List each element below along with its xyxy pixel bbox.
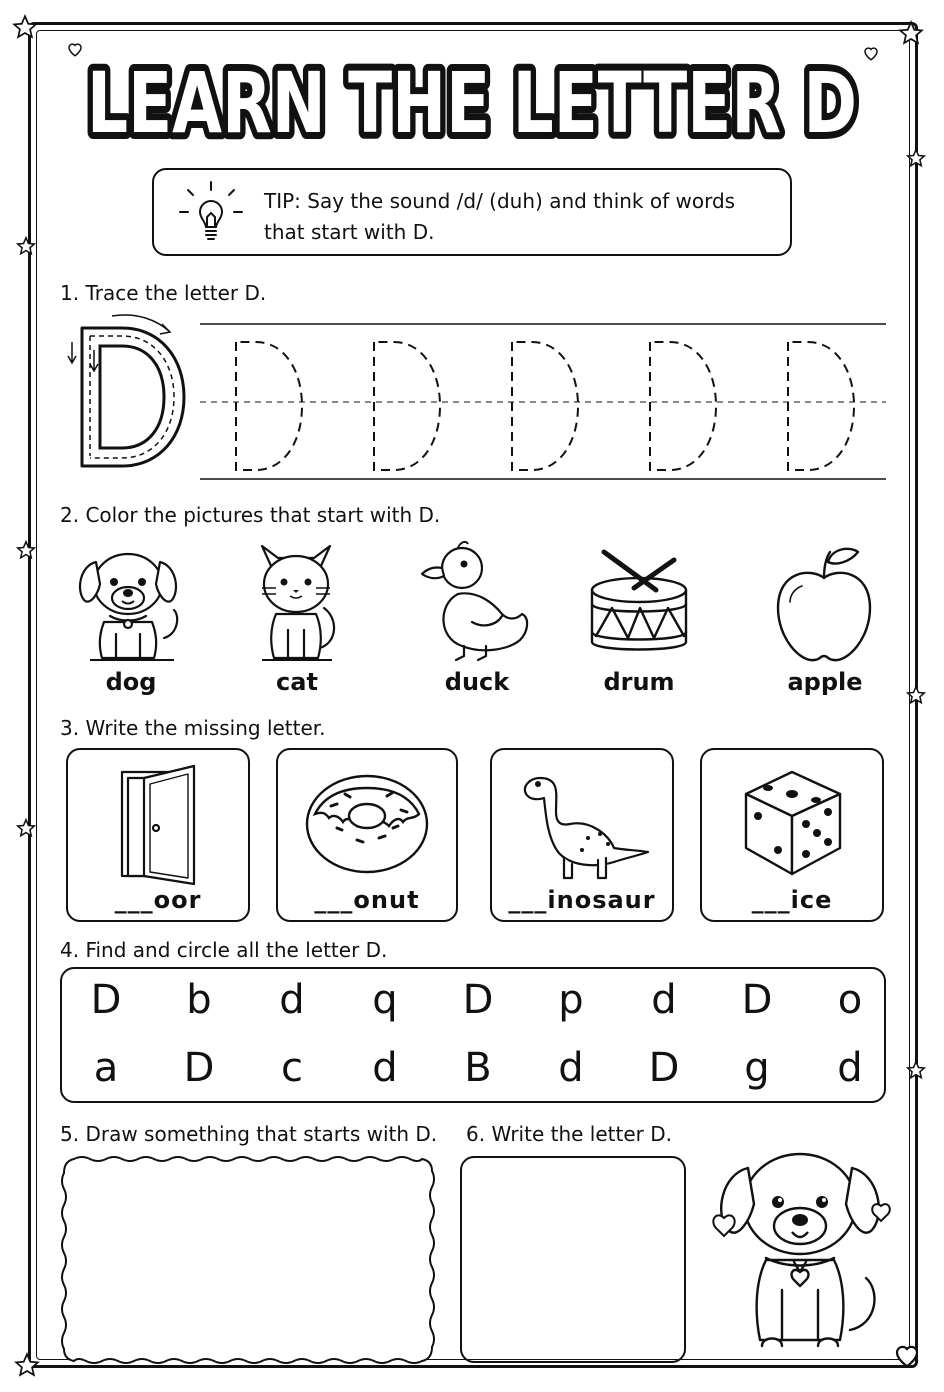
missing-letter-word: ___inosaur — [508, 886, 656, 914]
letter-grid — [60, 967, 886, 1103]
letter-cell[interactable]: b — [186, 977, 212, 1023]
drawing-area[interactable] — [60, 1155, 436, 1365]
drum-icon[interactable] — [574, 538, 704, 666]
donut-icon — [278, 758, 456, 886]
tip-box — [152, 168, 792, 256]
missing-letter-card[interactable] — [276, 748, 458, 922]
letter-cell[interactable]: D — [90, 977, 122, 1023]
letter-cell[interactable]: c — [281, 1045, 303, 1091]
writing-area[interactable] — [460, 1156, 686, 1363]
svg-text:LEARN THE LETTER D: LEARN THE LETTER D — [87, 54, 857, 152]
picture-label: cat — [276, 668, 318, 696]
duck-icon[interactable] — [412, 538, 542, 666]
letter-cell[interactable]: d — [651, 977, 677, 1023]
star-icon — [16, 540, 36, 560]
section-heading-draw: 5. Draw something that starts with D. — [60, 1122, 438, 1146]
section-heading-trace: 1. Trace the letter D. — [60, 281, 267, 305]
section-heading-write: 6. Write the letter D. — [466, 1122, 672, 1146]
tip-text: TIP: Say the sound /d/ (duh) and think of words that start with D. — [264, 189, 736, 244]
dog-icon[interactable] — [66, 538, 196, 666]
apple-icon[interactable] — [760, 538, 890, 666]
missing-letter-card[interactable] — [700, 748, 884, 922]
letter-cell[interactable]: D — [462, 977, 494, 1023]
letter-cell[interactable]: D — [183, 1045, 215, 1091]
star-icon — [16, 236, 36, 256]
door-icon — [68, 758, 248, 886]
letter-cell[interactable]: D — [741, 977, 773, 1023]
letter-cell[interactable]: o — [837, 977, 863, 1023]
star-icon — [16, 818, 36, 838]
missing-letter-card[interactable] — [66, 748, 250, 922]
traceable-letter-d[interactable] — [232, 338, 308, 478]
traceable-letter-d[interactable] — [508, 338, 584, 478]
section-heading-missing: 3. Write the missing letter. — [60, 716, 326, 740]
star-icon — [14, 1352, 40, 1378]
dinosaur-icon — [492, 758, 672, 886]
page-title — [0, 48, 944, 158]
letter-cell[interactable]: d — [372, 1045, 398, 1091]
star-icon — [12, 14, 38, 40]
star-icon — [906, 685, 926, 705]
section-heading-find: 4. Find and circle all the letter D. — [60, 938, 388, 962]
letter-cell[interactable]: d — [837, 1045, 863, 1091]
star-icon — [906, 1060, 926, 1080]
letter-cell[interactable]: D — [648, 1045, 680, 1091]
cat-icon[interactable] — [232, 538, 362, 666]
letter-cell[interactable]: a — [93, 1045, 119, 1091]
letter-cell[interactable]: d — [279, 977, 305, 1023]
letter-cell[interactable]: q — [372, 977, 398, 1023]
picture-label: drum — [603, 668, 675, 696]
star-icon — [898, 20, 924, 46]
section-heading-color: 2. Color the pictures that start with D. — [60, 503, 441, 527]
lightbulb-icon — [176, 180, 246, 250]
letter-d-model — [62, 310, 192, 485]
letter-cell[interactable]: g — [744, 1045, 770, 1091]
missing-letter-card[interactable] — [490, 748, 674, 922]
picture-label: apple — [787, 668, 863, 696]
svg-text:LEARN THE LETTER D: LEARN THE LETTER D — [87, 54, 857, 152]
puppy-icon — [700, 1140, 900, 1360]
missing-letter-word: ___onut — [314, 886, 420, 914]
letter-cell[interactable]: d — [558, 1045, 584, 1091]
traceable-letter-d[interactable] — [370, 338, 446, 478]
traceable-letter-d[interactable] — [646, 338, 722, 478]
picture-label: dog — [105, 668, 157, 696]
missing-letter-word: ___oor — [114, 886, 202, 914]
traceable-letter-d[interactable] — [784, 338, 860, 478]
dice-icon — [702, 758, 882, 886]
letter-cell[interactable]: B — [464, 1045, 492, 1091]
missing-letter-word: ___ice — [751, 886, 833, 914]
letter-cell[interactable]: p — [558, 977, 584, 1023]
picture-label: duck — [444, 668, 510, 696]
